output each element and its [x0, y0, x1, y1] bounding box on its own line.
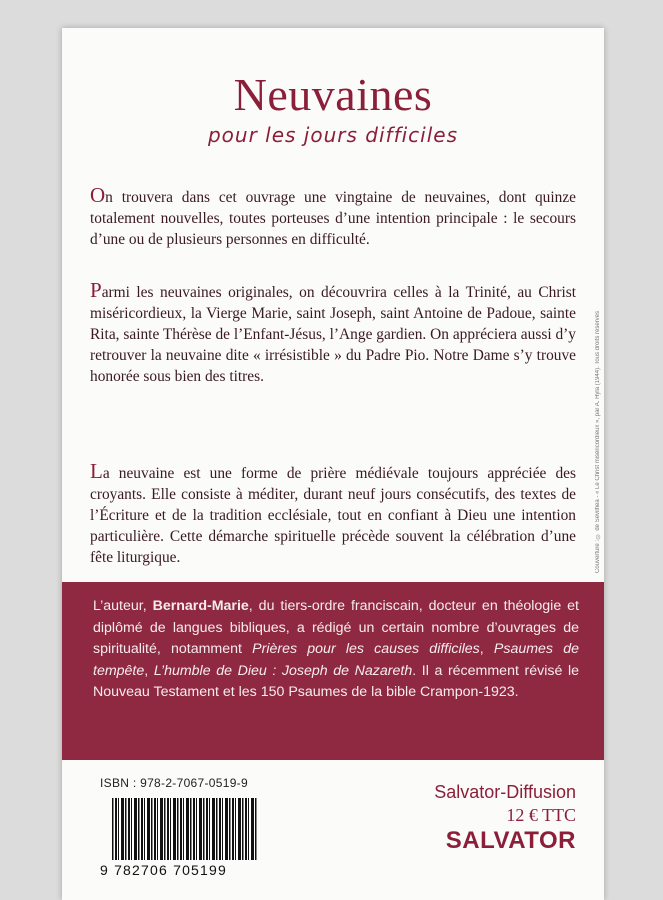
paragraph-text: armi les neuvaines originales, on découvrira celles à la Trinité, au Christ miséricordieux, la Vierge Marie, saint Joseph, saint Antoine de Padoue, sainte Rita, sainte Thérèse de l’Enfant-Jésus, l’Ange gardien. On appréciera aussi d’y retrouver la neuvaine dite « irrésistible » du Padre Pio. Notre Dame s’y trouve honorée sous bien des titres. [90, 284, 576, 385]
barcode-block [100, 776, 270, 881]
book-reference: Psaumes de tempête [93, 641, 579, 679]
initial-letter: P [90, 278, 102, 302]
barcode-graphic [112, 798, 257, 860]
paragraph-text: n trouvera dans cet ouvrage une vingtaine de neuvaines, dont quinze totalement nouvelles, toutes porteuses d’une intention principale : le secours d’une ou de plusieurs personnes en difficulté. [90, 189, 576, 248]
bio-text: , du tiers-ordre franciscain, docteur en théologie et diplômé de langues bibliques, a rédigé un certain nombre d’ouvrages de spiritualité, notamment [93, 598, 579, 657]
initial-letter: O [90, 183, 106, 207]
author-name: Bernard-Marie [152, 598, 249, 614]
bio-text: L’auteur, [93, 598, 153, 614]
paragraph-text: a neuvaine est une forme de prière médiévale toujours appréciée des croyants. Elle consiste à méditer, durant neuf jours consécutifs, des textes de l’Écriture et de la tradition ecclésiale, tout en confiant à Dieu une intention particulière. Cette démarche spirituelle précède souvent la célébration d’une fête liturgique. [90, 465, 576, 566]
author-bio [93, 596, 579, 704]
book-back-cover [62, 28, 604, 900]
publisher-block [434, 782, 576, 855]
price-label: 12 € TTC [506, 805, 576, 825]
publisher-logo-text: SALVATOR [445, 827, 576, 854]
cover-credits: Couverture : © de Sevilhea - « Le Christ miséricordieux », par A. Hyla (1944). Tous droits réservés [595, 310, 601, 573]
description-paragraph-2 [90, 280, 576, 387]
description-paragraph-1 [90, 185, 576, 250]
author-band [62, 582, 604, 760]
book-reference: Prières pour les causes difficiles [252, 641, 480, 657]
initial-letter: L [90, 459, 103, 483]
book-title: Neuvaines [233, 69, 433, 120]
bio-text: , [144, 662, 154, 679]
bio-text: , [479, 641, 494, 657]
barcode-digits: 9 782706 705199 [100, 862, 227, 878]
book-subtitle: pour les jours difficiles [207, 123, 459, 147]
bio-text: . Il a récemment révisé le Nouveau Testament et les 150 Psaumes de la bible Crampon-1923. [93, 662, 579, 700]
description-paragraph-3 [90, 461, 576, 568]
book-reference: L’humble de Dieu : Joseph de Nazareth [153, 662, 413, 679]
distributor-label: Salvator-Diffusion [434, 782, 576, 802]
isbn-label: ISBN : 978-2-7067-0519-9 [100, 776, 248, 790]
